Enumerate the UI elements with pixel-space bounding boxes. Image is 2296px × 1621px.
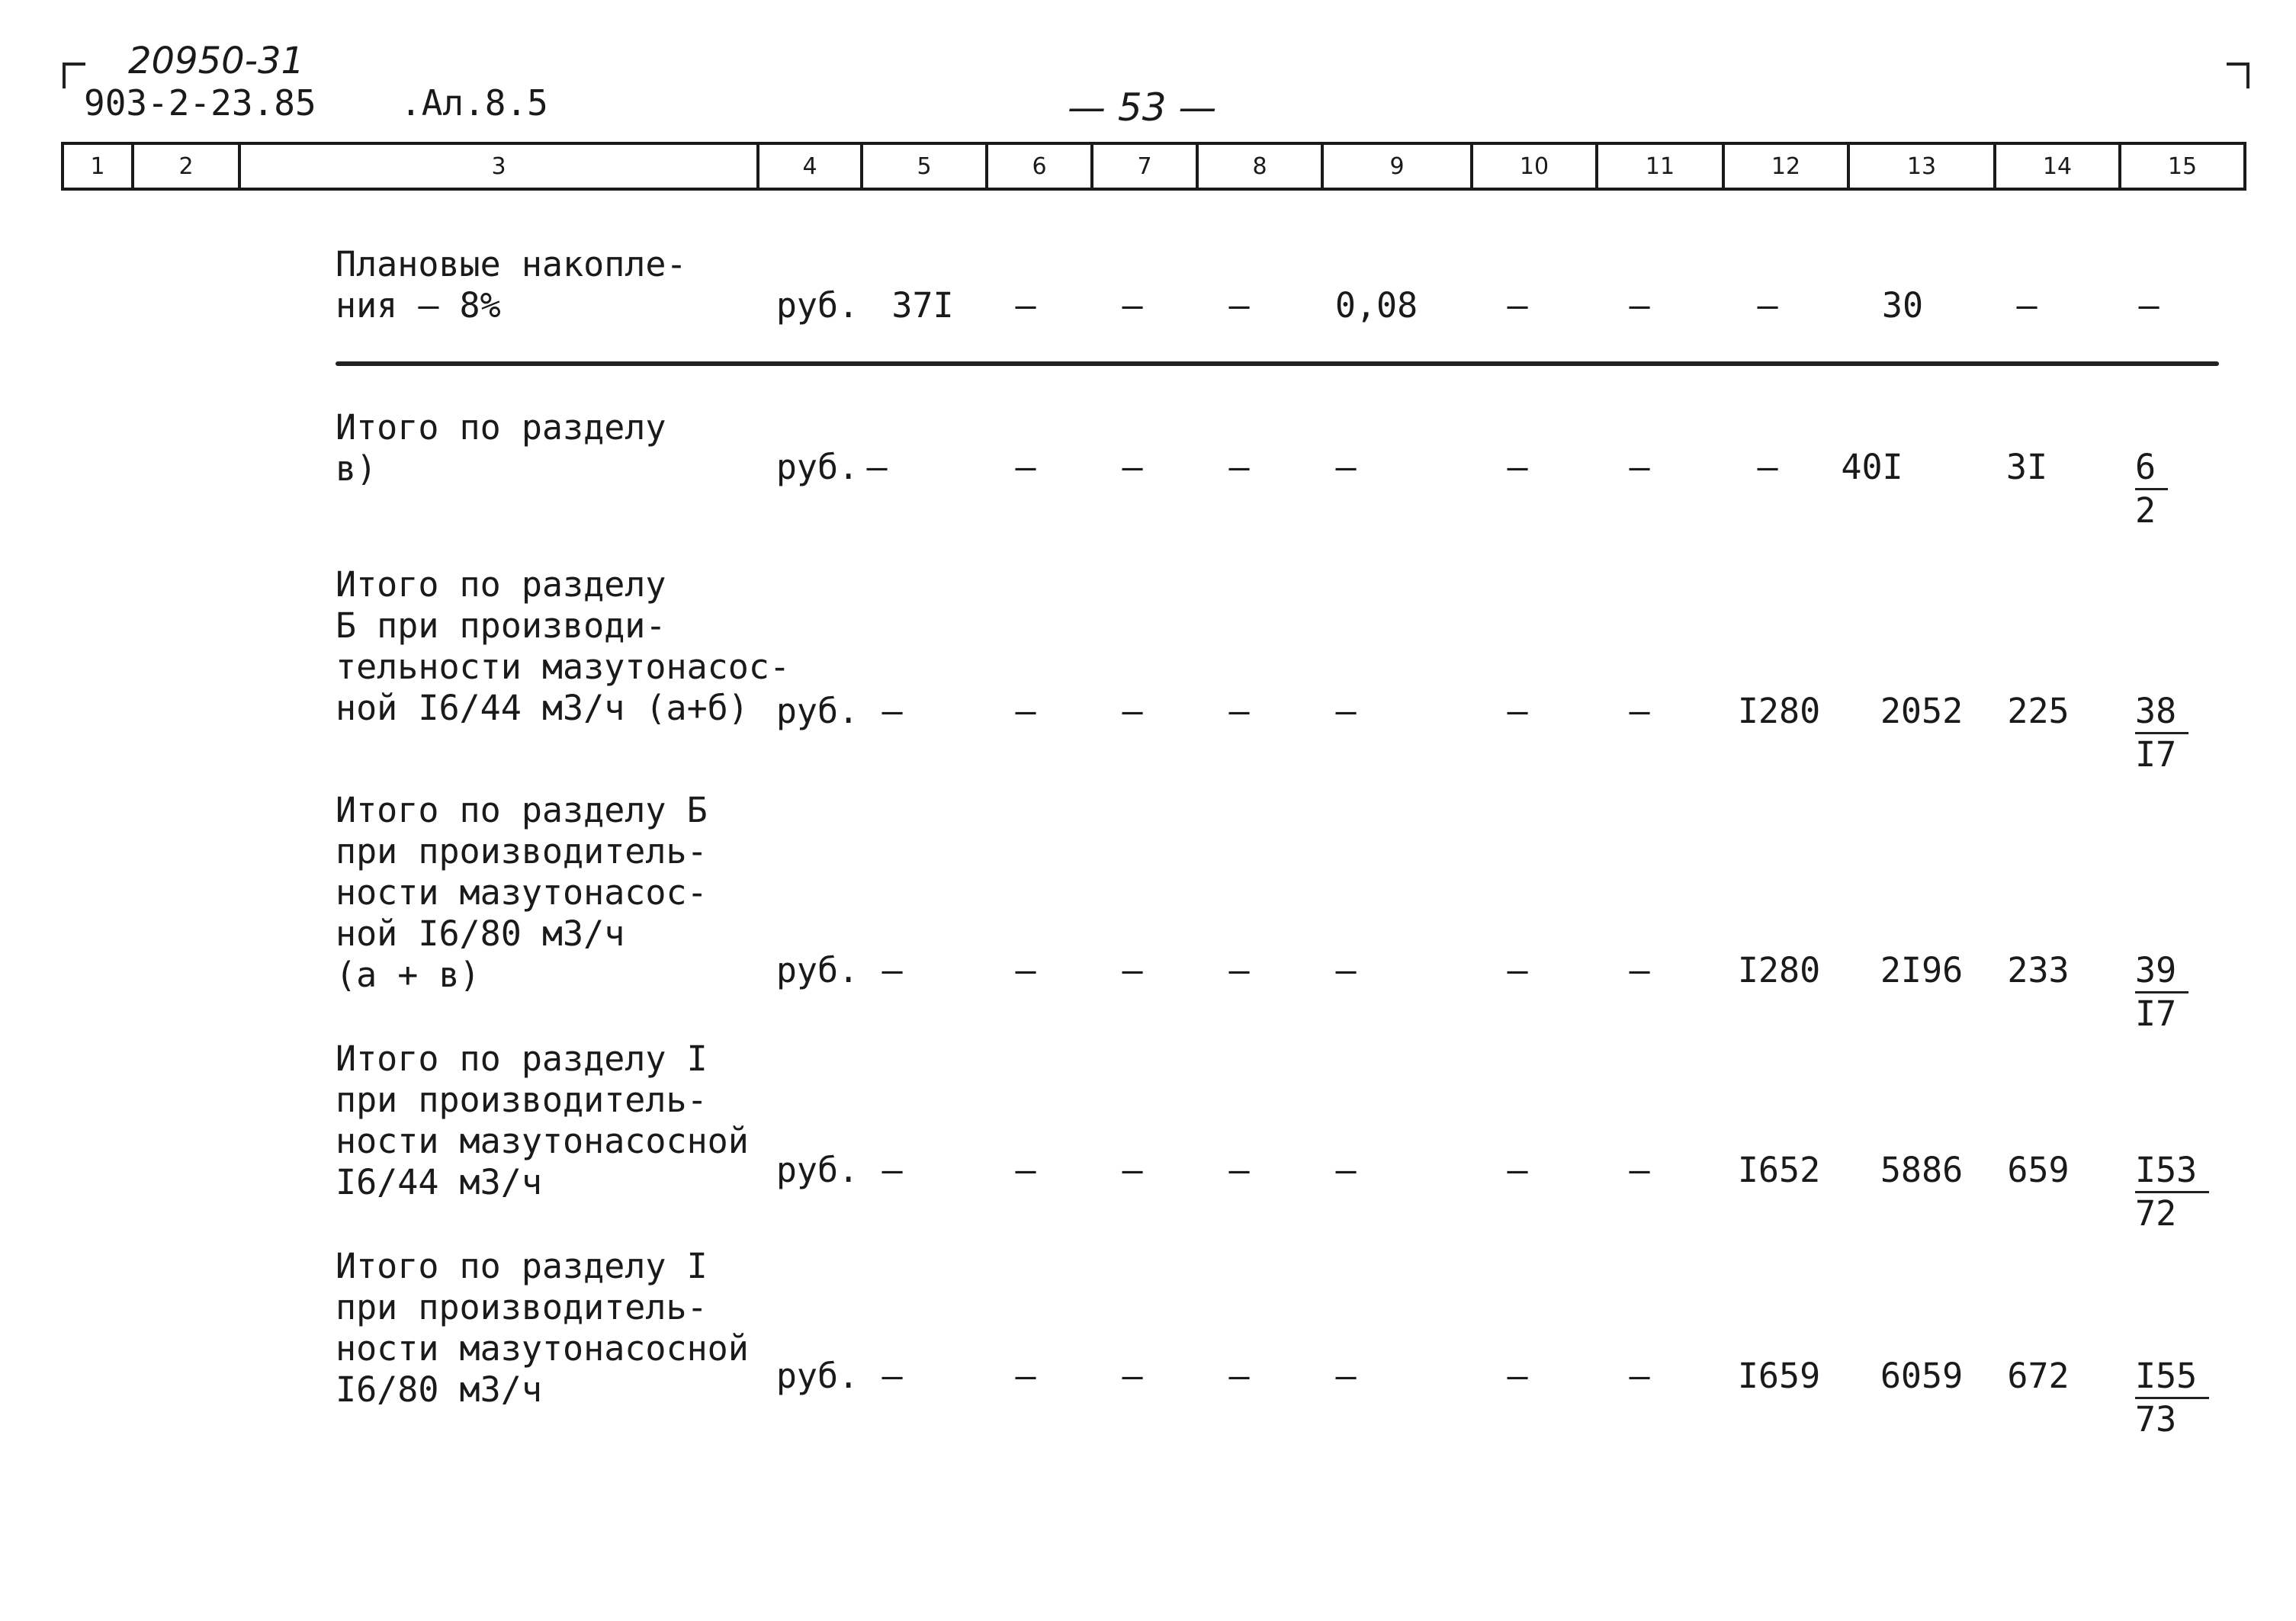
row-unit: руб. (776, 285, 859, 326)
fraction-denominator: 73 (2135, 1399, 2177, 1440)
stamp-number: 20950-31 (128, 40, 305, 82)
row-cell-col8: – (1228, 1150, 1250, 1190)
row-cell-col15-fraction (2135, 1150, 2209, 1234)
sheet-reference: .Ал.8.5 (400, 82, 548, 124)
row-unit: руб. (776, 1356, 859, 1396)
row-cell-col7: – (1122, 447, 1143, 487)
row-cell-col13: 2052 (1880, 691, 1964, 731)
fraction-denominator: 72 (2135, 1193, 2177, 1234)
row-cell-col6: – (1015, 691, 1036, 731)
column-number-header (61, 142, 2246, 191)
row-label-total-section-b-16-44: Итого по разделу Б при производи- тельности мазутонасос- ной I6/44 мЗ/ч (а+б) (336, 564, 791, 728)
row-cell-col14: – (2016, 285, 2037, 326)
column-header-1: 1 (63, 143, 133, 189)
row-cell-col8: – (1228, 950, 1250, 990)
row-unit: руб. (776, 1150, 859, 1190)
row-cell-col11: – (1629, 447, 1650, 487)
row-cell-col6: – (1015, 285, 1036, 326)
row-cell-col5: – (881, 950, 903, 990)
row-cell-col12: I652 (1737, 1150, 1821, 1190)
row-cell-col10: – (1507, 285, 1528, 326)
row-cell-col15: – (2138, 285, 2160, 326)
row-label-planned-accumulation: Плановые накопле- ния – 8% (336, 244, 687, 326)
column-header-13: 13 (1848, 143, 1995, 189)
row-cell-col11: – (1629, 1150, 1650, 1190)
corner-mark-right (2227, 63, 2249, 88)
row-cell-col10: – (1507, 1356, 1528, 1396)
row-cell-col6: – (1015, 447, 1036, 487)
row-cell-col15-fraction (2135, 447, 2168, 531)
fraction-numerator: 38 (2135, 691, 2188, 734)
column-header-9: 9 (1322, 143, 1472, 189)
row-cell-col11: – (1629, 691, 1650, 731)
row-cell-col13: 6059 (1880, 1356, 1964, 1396)
project-code: 903-2-23.85 (84, 82, 316, 124)
row-cell-col13: 2I96 (1880, 950, 1964, 990)
fraction-numerator: 39 (2135, 950, 2188, 993)
row-cell-col7: – (1122, 691, 1143, 731)
row-cell-col10: – (1507, 1150, 1528, 1190)
fraction-numerator: I55 (2135, 1356, 2209, 1399)
row-cell-col5: – (881, 691, 903, 731)
row-cell-col12: – (1757, 447, 1778, 487)
row-cell-col9: – (1335, 447, 1357, 487)
fraction-denominator: I7 (2135, 993, 2177, 1034)
row-cell-col6: – (1015, 1150, 1036, 1190)
row-cell-col14: 3I (2005, 447, 2048, 487)
corner-mark-left (63, 63, 85, 88)
row-cell-col8: – (1228, 1356, 1250, 1396)
row-cell-col15-fraction (2135, 1356, 2209, 1440)
row-cell-col12: I659 (1737, 1356, 1821, 1396)
row-cell-col10: – (1507, 950, 1528, 990)
column-header-14: 14 (1995, 143, 2120, 189)
row-cell-col9: – (1335, 1356, 1357, 1396)
row-cell-col11: – (1629, 285, 1650, 326)
row-cell-col13: 30 (1881, 285, 1924, 326)
row-cell-col15-fraction (2135, 691, 2188, 775)
column-header-10: 10 (1472, 143, 1597, 189)
row-cell-col11: – (1629, 950, 1650, 990)
column-header-11: 11 (1597, 143, 1723, 189)
section-divider (336, 361, 2219, 366)
row-cell-col8: – (1228, 691, 1250, 731)
column-header-3: 3 (239, 143, 758, 189)
row-label-total-section-1-16-80: Итого по разделу I при производитель- ности мазутонасосной I6/80 мЗ/ч (336, 1246, 749, 1410)
column-header-15: 15 (2120, 143, 2245, 189)
row-cell-col12: I280 (1737, 950, 1821, 990)
column-header-12: 12 (1723, 143, 1848, 189)
row-cell-col12: I280 (1737, 691, 1821, 731)
row-cell-col8: – (1228, 285, 1250, 326)
row-cell-col5: – (881, 1356, 903, 1396)
row-cell-col10: – (1507, 691, 1528, 731)
row-cell-col6: – (1015, 950, 1036, 990)
row-cell-col13: 5886 (1880, 1150, 1964, 1190)
row-unit: руб. (776, 691, 859, 731)
fraction-denominator: 2 (2135, 490, 2156, 531)
row-unit: руб. (776, 950, 859, 990)
row-cell-col11: – (1629, 1356, 1650, 1396)
row-cell-col5: – (866, 447, 888, 487)
row-cell-col7: – (1122, 1356, 1143, 1396)
row-cell-col9: – (1335, 1150, 1357, 1190)
row-cell-col6: – (1015, 1356, 1036, 1396)
row-cell-col13: 40I (1841, 447, 1903, 487)
row-cell-col12: – (1757, 285, 1778, 326)
row-cell-col15-fraction (2135, 950, 2188, 1035)
row-label-total-section-v: Итого по разделу в) (336, 407, 666, 489)
row-cell-col7: – (1122, 950, 1143, 990)
row-cell-col9: – (1335, 950, 1357, 990)
row-cell-col7: – (1122, 1150, 1143, 1190)
column-header-7: 7 (1092, 143, 1197, 189)
column-header-8: 8 (1197, 143, 1322, 189)
fraction-denominator: I7 (2135, 734, 2177, 775)
row-label-total-section-1-16-44: Итого по разделу I при производитель- ности мазутонасоcной I6/44 мЗ/ч (336, 1038, 749, 1202)
row-cell-col7: – (1122, 285, 1143, 326)
row-cell-col14: 233 (2007, 950, 2070, 990)
row-cell-col14: 672 (2007, 1356, 2070, 1396)
fraction-numerator: I53 (2135, 1150, 2209, 1193)
column-header-2: 2 (133, 143, 239, 189)
column-header-5: 5 (862, 143, 987, 189)
row-cell-col14: 659 (2007, 1150, 2070, 1190)
row-label-total-section-b-16-80: Итого по разделу Б при производитель- ности мазутонасос- ной I6/80 мЗ/ч (а + в) (336, 790, 708, 995)
row-cell-col10: – (1507, 447, 1528, 487)
page-number: — 53 — (1068, 85, 1217, 130)
row-cell-col9: – (1335, 691, 1357, 731)
column-header-4: 4 (758, 143, 862, 189)
row-unit: руб. (776, 447, 859, 487)
fraction-numerator: 6 (2135, 447, 2168, 490)
row-cell-col9: 0,08 (1334, 285, 1418, 326)
row-cell-col8: – (1228, 447, 1250, 487)
row-cell-col5: 37I (891, 285, 954, 326)
column-header-6: 6 (987, 143, 1092, 189)
row-cell-col5: – (881, 1150, 903, 1190)
row-cell-col14: 225 (2007, 691, 2070, 731)
